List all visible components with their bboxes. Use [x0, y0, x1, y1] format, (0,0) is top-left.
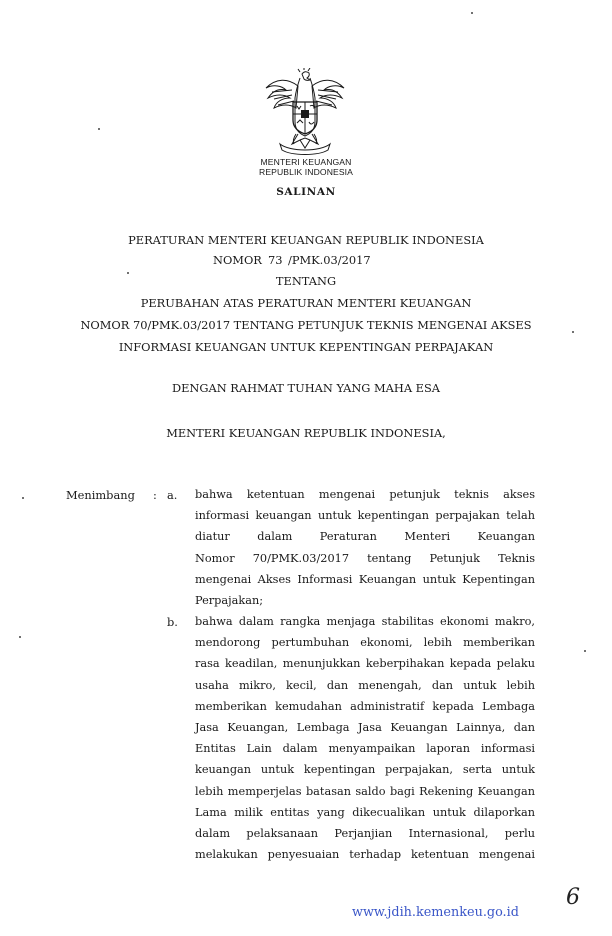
institution-line1: MENTERI KEUANGAN: [260, 157, 352, 167]
text-line: memberikan kemudahan administratif kepada Lembaga: [195, 699, 535, 713]
tentang-heading: TENTANG: [275, 274, 337, 288]
text-line: keuangan untuk kepentingan perpajakan, serta untuk: [195, 763, 535, 777]
text-line: Nomor 70/PMK.03/2017 tentang Petunjuk Teknis: [195, 551, 535, 565]
text-line: melakukan penyesuaian terhadap ketentuan mengenai: [195, 848, 535, 862]
invocation: DENGAN RAHMAT TUHAN YANG MAHA ESA: [171, 381, 441, 395]
issuer: MENTERI KEUANGAN REPUBLIK INDONESIA,: [166, 426, 446, 440]
item-a-text: [195, 484, 535, 611]
text-line: diatur dalam Peraturan Menteri Keuangan: [195, 530, 535, 544]
text-line: dalam pelaksanaan Perjanjian Internasional, perlu: [195, 826, 535, 840]
nomor-label: NOMOR: [213, 253, 262, 267]
subject-line-1: PERUBAHAN ATAS PERATURAN MENTERI KEUANGAN: [140, 296, 472, 310]
text-line: Perpajakan;: [195, 593, 264, 607]
text-line: Lama milik entitas yang dikecualikan untuk dilaporkan: [195, 805, 535, 819]
item-b-marker: b.: [167, 615, 178, 629]
scan-speck: [572, 331, 574, 333]
nomor-number: 73: [268, 253, 283, 267]
text-line: rasa keadilan, menunjukkan keberpihakan kepada pelaku: [195, 657, 535, 671]
item-b-text: [195, 611, 535, 865]
scan-speck: [98, 128, 100, 130]
nomor-suffix: /PMK.03/2017: [288, 253, 371, 267]
scan-speck: [19, 636, 21, 638]
text-line: lebih memperjelas batasan saldo bagi Rekening Keuangan: [195, 784, 535, 798]
scan-speck: [584, 650, 586, 652]
scan-speck: [471, 12, 473, 14]
considering-label: Menimbang: [66, 488, 135, 502]
institution-line2: REPUBLIK INDONESIA: [259, 167, 353, 177]
footer-url[interactable]: www.jdih.kemenkeu.go.id: [352, 905, 519, 920]
scan-speck: [22, 497, 24, 499]
garuda-emblem-icon: [262, 68, 348, 156]
subject-line-2: NOMOR 70/PMK.03/2017 TENTANG PETUNJUK TEKNIS MENGENAI AKSES: [80, 318, 532, 332]
text-line: usaha mikro, kecil, dan menengah, dan untuk lebih: [195, 678, 535, 692]
text-line: Jasa Keuangan, Lembaga Jasa Keuangan Lainnya, dan: [195, 720, 535, 734]
text-line: bahwa ketentuan mengenai petunjuk teknis akses: [195, 488, 535, 501]
item-a-marker: a.: [167, 488, 178, 502]
text-line: Entitas Lain dalam menyampaikan laporan informasi: [195, 742, 535, 756]
copy-label: SALINAN: [276, 186, 336, 198]
considering-colon: :: [153, 488, 157, 502]
scan-speck: [127, 272, 129, 274]
text-line: informasi keuangan untuk kepentingan perpajakan telah: [195, 509, 535, 523]
regulation-title: PERATURAN MENTERI KEUANGAN REPUBLIK INDONESIA: [128, 233, 484, 247]
text-line: bahwa dalam rangka menjaga stabilitas ekonomi makro,: [195, 615, 535, 628]
handwritten-page-number: 6: [566, 885, 580, 910]
text-line: mengenai Akses Informasi Keuangan untuk Kepentingan: [195, 572, 535, 586]
subject-line-3: INFORMASI KEUANGAN UNTUK KEPENTINGAN PERPAJAKAN: [118, 340, 494, 354]
text-line: mendorong pertumbuhan ekonomi, lebih memberikan: [195, 636, 535, 650]
